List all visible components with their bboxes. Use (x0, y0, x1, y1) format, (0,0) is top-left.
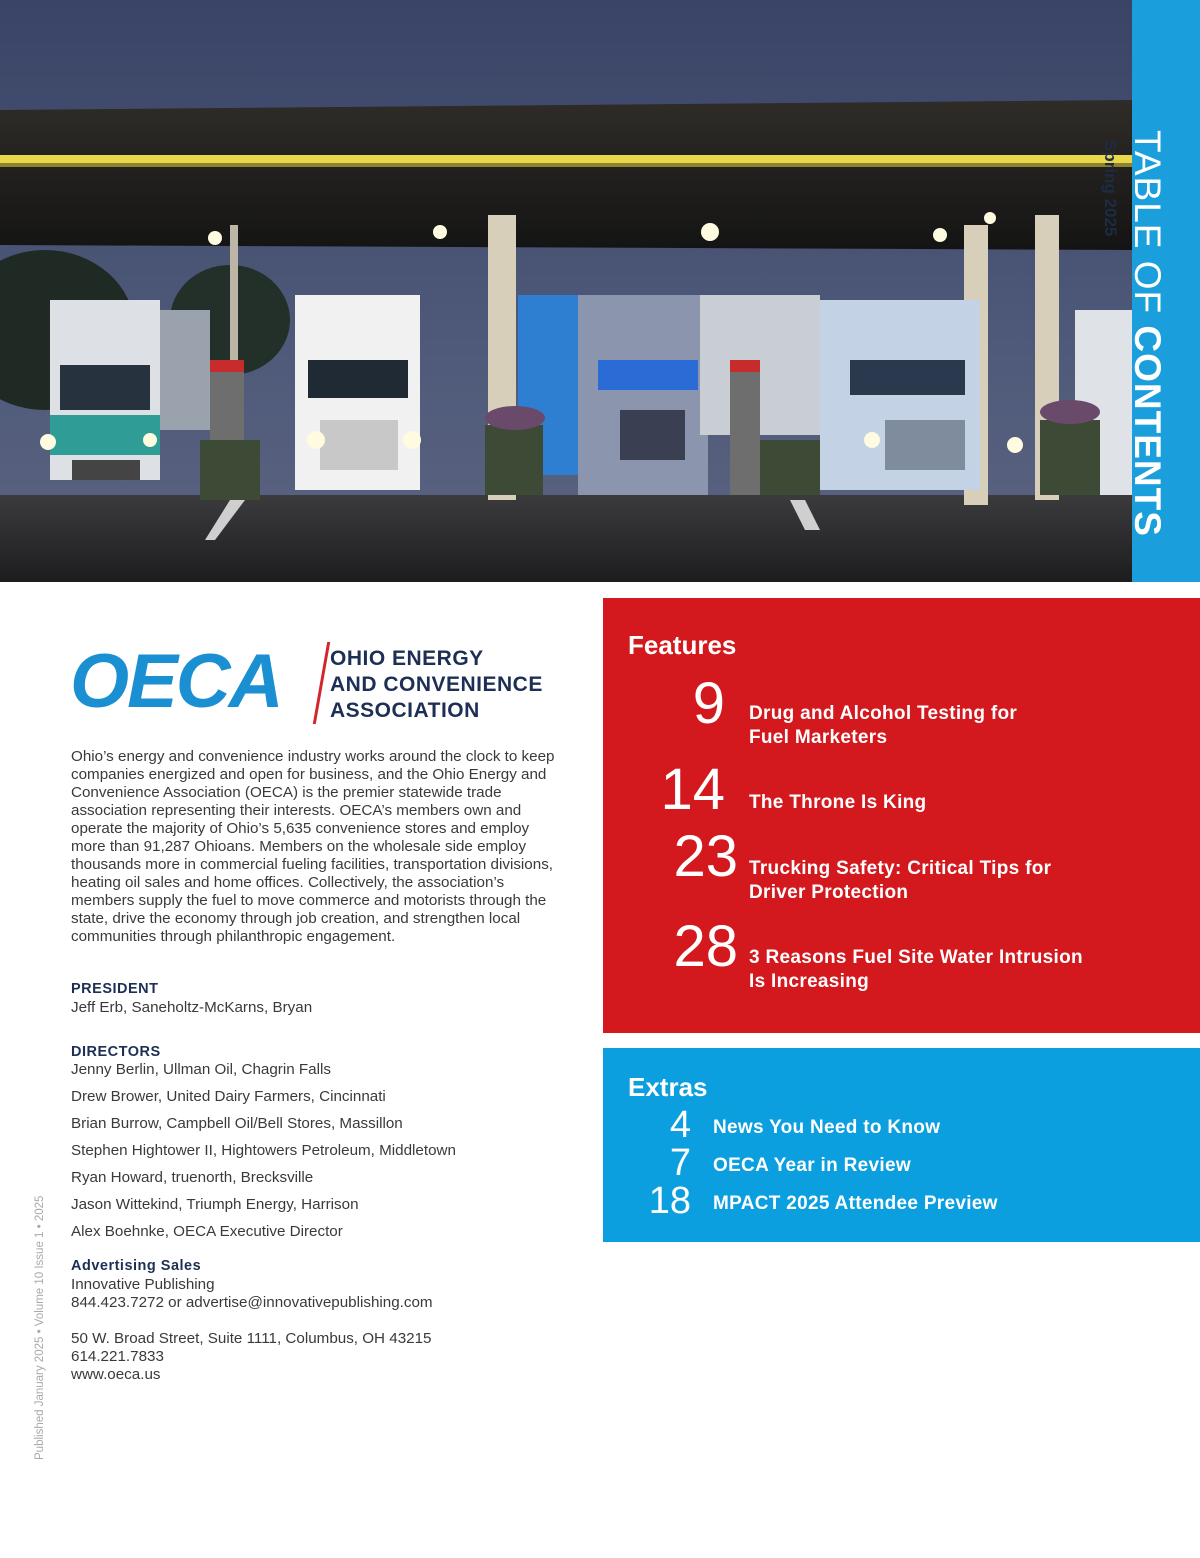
feature-link[interactable] (749, 857, 1051, 905)
advertising-company: Innovative Publishing (71, 1276, 215, 1293)
features-box (603, 598, 1200, 1033)
feature-title-line: Drug and Alcohol Testing for (749, 703, 1018, 724)
oeca-logo (70, 640, 590, 730)
extra-link[interactable]: News You Need to Know (713, 1117, 941, 1138)
feature-page-number: 23 (673, 824, 738, 889)
extra-page-number: 7 (669, 1142, 691, 1184)
address-phone: 614.221.7833 (71, 1348, 164, 1365)
director-item: Jason Wittekind, Triumph Energy, Harrison (71, 1196, 359, 1213)
extra-link[interactable]: MPACT 2025 Attendee Preview (713, 1193, 998, 1214)
intro-paragraph: Ohio’s energy and convenience industry works around the clock to keep companies energized and open for business, and the Ohio Energy and Convenience Association (OECA) is the premier statewide trade association representing their interests. OECA’s members own and operate the majority of Ohio’s 5,635 convenience stores and employ more than 91,287 Ohioans. Members on the wholesale side employ thousands more in commercial fueling facilities, transportation divisions, heating oil sales and home offices. Collectively, the association’s members supply the fuel to move commerce and motorists through the state, drive the economy through job creation, and strengthen local communities through philanthropic engagement. (71, 748, 555, 945)
logo-name-line3: ASSOCIATION (330, 699, 480, 722)
advertising-label: Advertising Sales (71, 1258, 202, 1274)
president-name: Jeff Erb, Saneholtz-McKarns, Bryan (71, 999, 313, 1016)
director-item: Drew Brower, United Dairy Farmers, Cincinnati (71, 1088, 386, 1105)
director-item: Alex Boehnke, OECA Executive Director (71, 1223, 343, 1240)
feature-title-line: The Throne Is King (749, 792, 927, 813)
feature-link[interactable] (749, 791, 926, 815)
feature-link[interactable] (749, 702, 1017, 750)
extras-box (603, 1048, 1200, 1242)
extra-link[interactable]: OECA Year in Review (713, 1155, 911, 1176)
title-light: TABLE OF (1127, 130, 1168, 326)
logo-name-line2: AND CONVENIENCE (330, 673, 543, 696)
feature-title-line: Driver Protection (749, 882, 909, 903)
published-note-text: Published January 2025 • Volume 10 Issue 1 • 2025 (34, 1195, 46, 1460)
extra-page-number: 4 (669, 1104, 691, 1146)
features-title: Features (628, 630, 737, 660)
table-of-contents-heading (1127, 130, 1170, 575)
feature-title-line: 3 Reasons Fuel Site Water Intrusion (749, 947, 1083, 968)
hero-photo (0, 0, 1132, 582)
issue-season-text: Spring 2025 (1101, 140, 1120, 237)
feature-title-line: Is Increasing (749, 971, 870, 992)
title-bold: CONTENTS (1127, 325, 1168, 537)
president-label: PRESIDENT (71, 981, 159, 997)
feature-title-line: Trucking Safety: Critical Tips for (749, 858, 1052, 879)
feature-page-number: 28 (673, 914, 738, 979)
director-item: Brian Burrow, Campbell Oil/Bell Stores, Massillon (71, 1115, 403, 1132)
published-note (34, 1150, 54, 1460)
logo-mark: OECA (70, 639, 282, 724)
advertising-contact[interactable]: 844.423.7272 or advertise@innovativepublishing.com (71, 1294, 433, 1311)
logo-divider (313, 642, 330, 724)
director-item: Jenny Berlin, Ullman Oil, Chagrin Falls (71, 1061, 331, 1078)
directors-label: DIRECTORS (71, 1044, 161, 1060)
logo-name (330, 646, 543, 724)
feature-page-number: 9 (692, 671, 725, 736)
director-item: Ryan Howard, truenorth, Brecksville (71, 1169, 314, 1186)
logo-name-line1: OHIO ENERGY (330, 647, 484, 670)
address-street: 50 W. Broad Street, Suite 1111, Columbus, OH 43215 (71, 1330, 432, 1347)
director-item: Stephen Hightower II, Hightowers Petroleum, Middletown (71, 1142, 456, 1159)
extras-title: Extras (628, 1072, 708, 1102)
address-web[interactable]: www.oeca.us (71, 1366, 161, 1383)
issue-season (1100, 140, 1124, 260)
feature-link[interactable] (749, 946, 1083, 994)
feature-title-line: Fuel Marketers (749, 727, 888, 748)
extra-page-number: 18 (648, 1180, 691, 1222)
feature-page-number: 14 (660, 757, 725, 822)
